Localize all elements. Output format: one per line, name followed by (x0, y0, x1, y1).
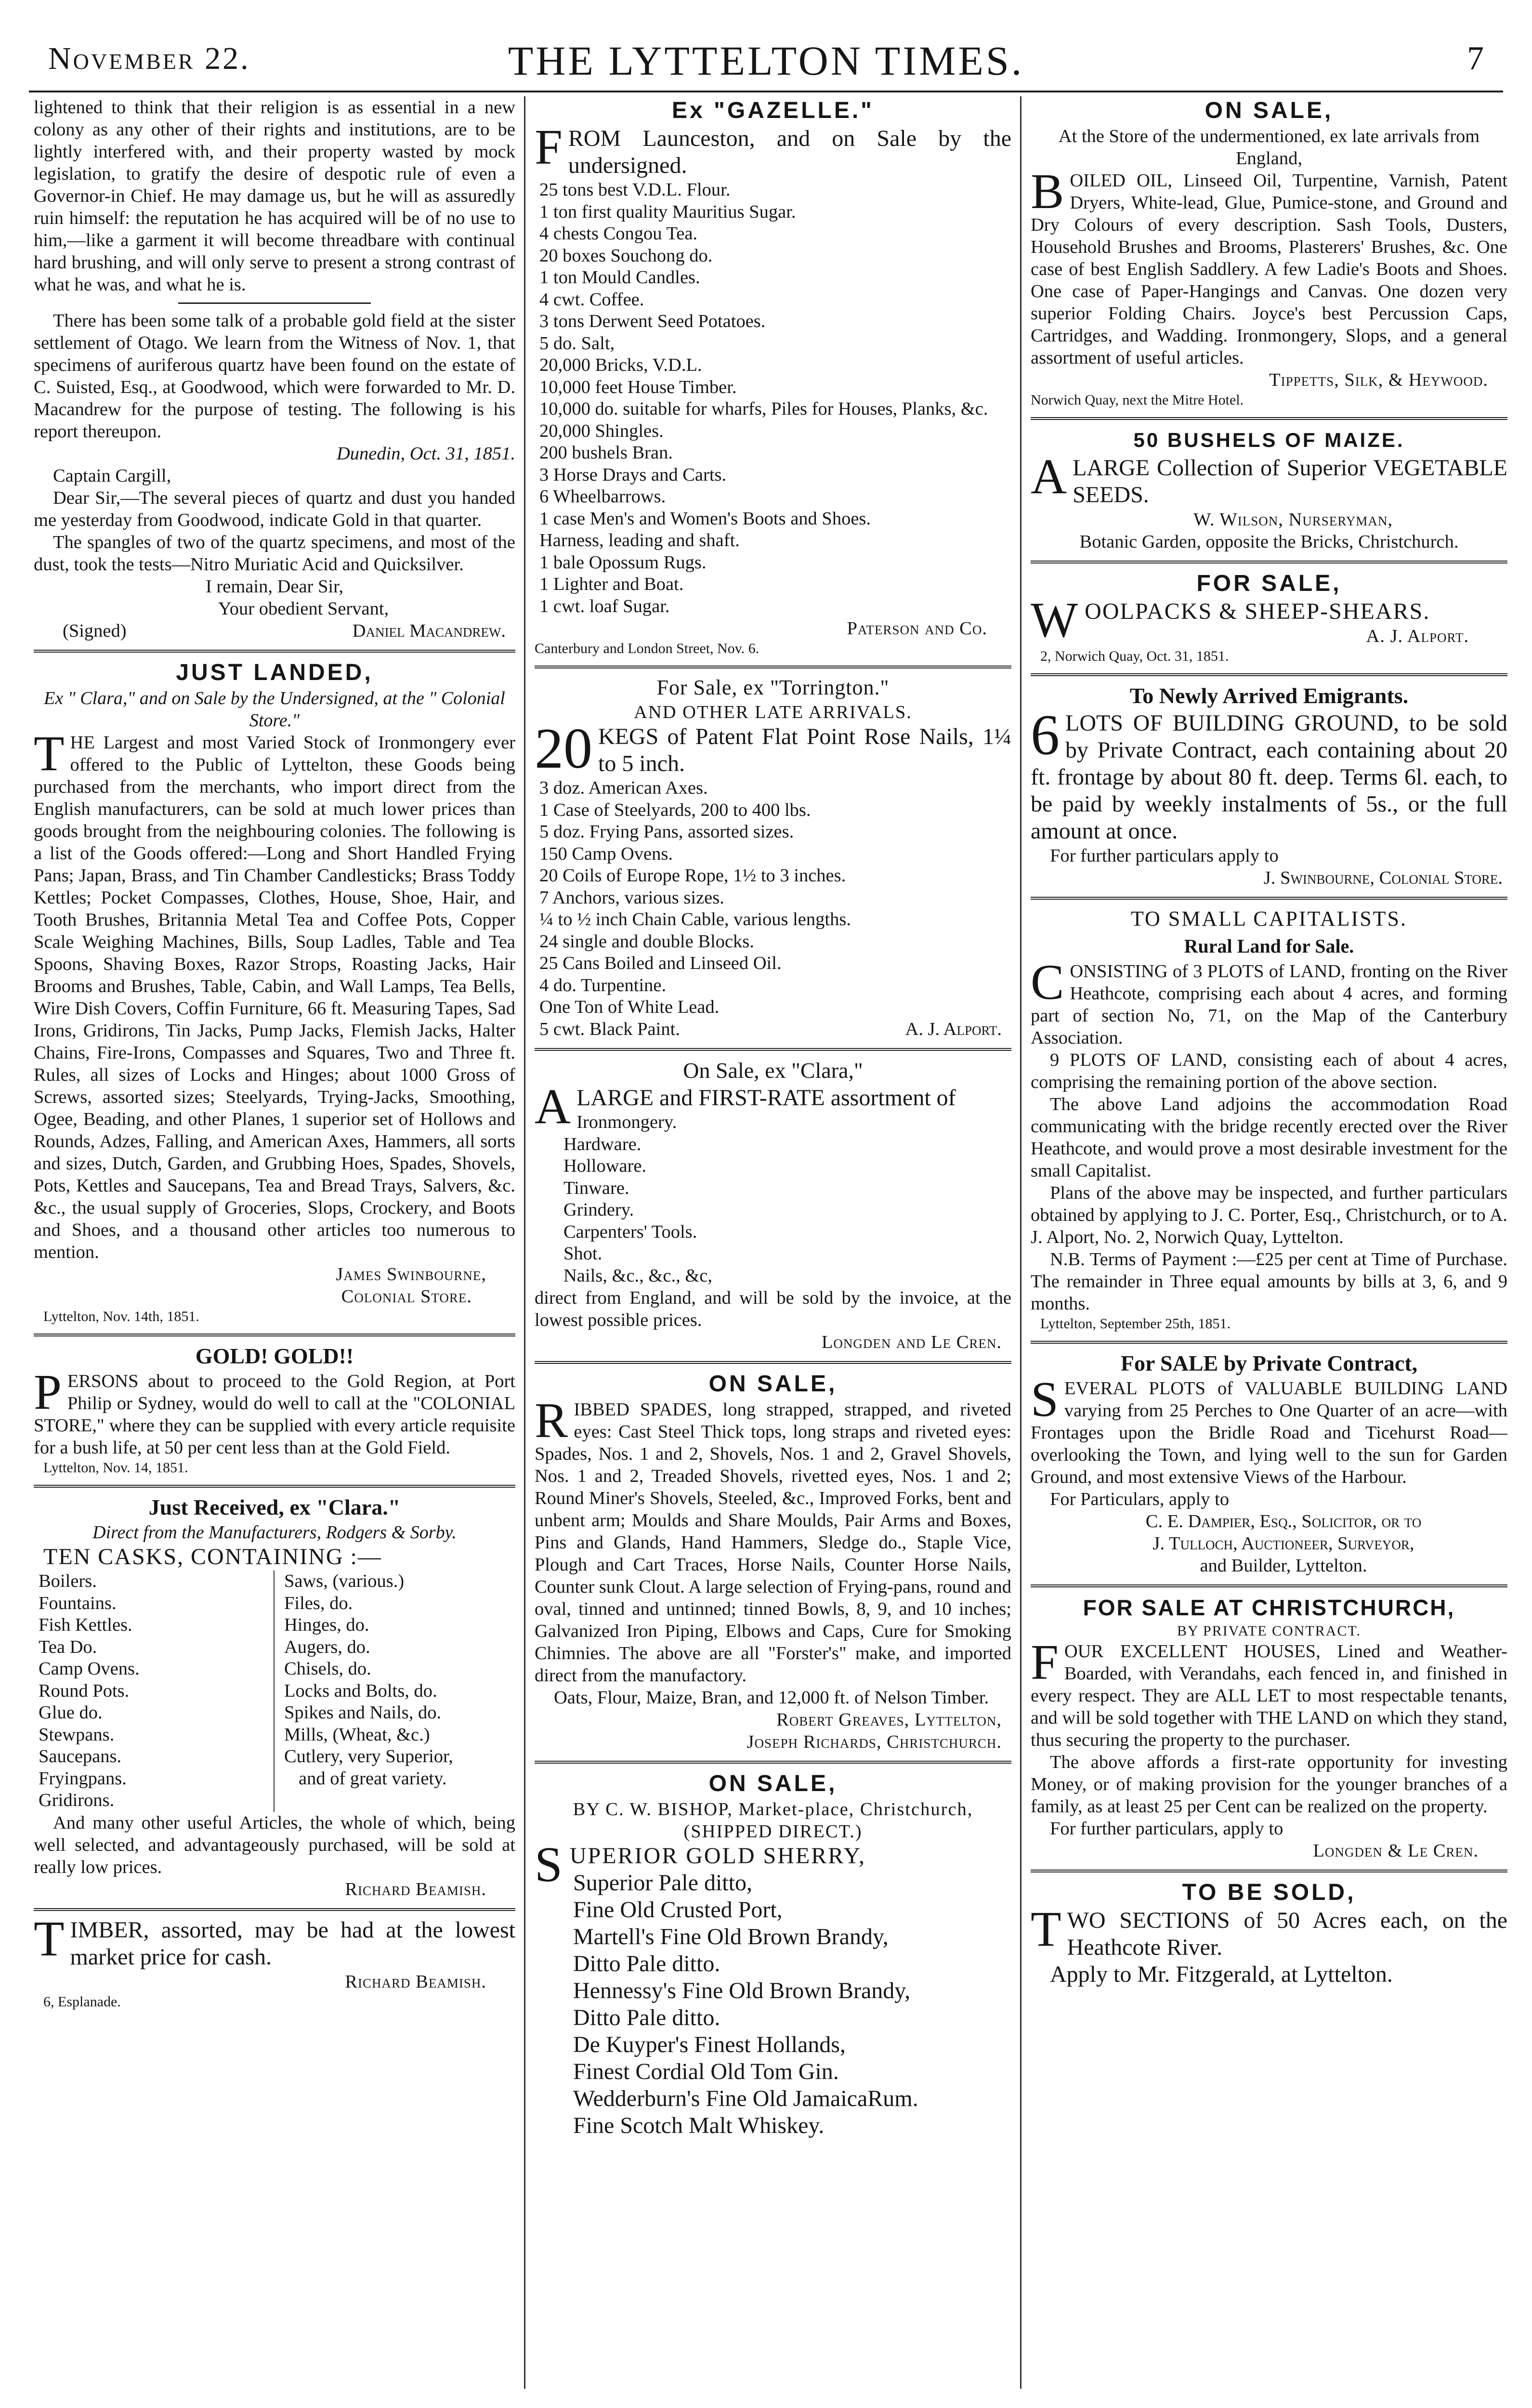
goods-list-right (275, 1570, 515, 1812)
list-item-with-signature (535, 1019, 1011, 1041)
ad-signature: James Swinbourne, (336, 1264, 486, 1284)
list-item: and of great variety. (299, 1768, 447, 1789)
list-item: Shot. (563, 1243, 602, 1264)
ad-address: 6, Esplanade. (43, 1993, 121, 2010)
drop-cap: P (34, 1364, 62, 1420)
list-item: 24 single and double Blocks. (539, 931, 754, 952)
list-item: Grindery. (563, 1200, 634, 1220)
list-item: 3 tons Derwent Seed Potatoes. (539, 311, 766, 331)
list-item: 1 Case of Steelyards, 200 to 400 lbs. (539, 799, 811, 820)
newspaper-page (29, 34, 1507, 2394)
ad-subheading: Ex " Clara," and on Sale by the Undersigned, at the " Colonial Store." (44, 688, 505, 731)
list-item: Stewpans. (39, 1724, 115, 1745)
list-item: Holloware. (563, 1156, 647, 1176)
list-item: Cutlery, very Superior, (284, 1746, 453, 1767)
list-item: 1 case Men's and Women's Boots and Shoes. (539, 508, 871, 529)
ad-intro: FROM Launceston, and on Sale by the undersigned. (535, 119, 1011, 178)
divider (1031, 1870, 1507, 1872)
list-item: Locks and Bolts, do. (284, 1680, 437, 1701)
issue-date: November 22. (48, 41, 250, 76)
list-item: 10,000 do. suitable for wharfs, Piles for Houses, Planks, &c. (539, 399, 988, 419)
ad-heading: Ex "GAZELLE." (672, 98, 874, 123)
list-item: Harness, leading and shaft. (539, 530, 740, 550)
list-item: Saucepans. (39, 1746, 122, 1767)
drop-cap: A (535, 1079, 571, 1134)
ad-body: WOOLPACKS & SHEEP-SHEARS. (1031, 592, 1430, 648)
drop-cap: B (1031, 164, 1064, 219)
ad-heading: On Sale, ex "Clara," (683, 1058, 863, 1083)
list-item: 20 boxes Souchong do. (539, 245, 713, 266)
ad-lead: 20 KEGS of Patent Flat Point Rose Nails, 1¼ to 5 inch. (535, 716, 1011, 780)
ad-signature: Richard Beamish. (345, 1879, 486, 1899)
ad-heading: TO BE SOLD, (1182, 1880, 1356, 1905)
ad-date: Lyttelton, Nov. 14th, 1851. (43, 1309, 199, 1324)
ad-footer: And many other useful Articles, the whole of which, being well selected, and advantageously purchased, will be sold at really low prices. (34, 1812, 515, 1877)
ad-heading: TO SMALL CAPITALISTS. (1130, 907, 1408, 930)
ad-signature: A. J. Alport. (1366, 626, 1469, 646)
drop-cap: T (34, 726, 65, 781)
list-item: Spikes and Nails, do. (284, 1702, 442, 1723)
divider (1031, 673, 1507, 676)
list-item: 1 cwt. loaf Sugar. (539, 596, 670, 616)
letter-paragraph: The spangles of two of the quartz specimens, and most of the dust, took the tests—Nitro Muriatic Acid and Quicksilver. (34, 532, 515, 575)
divider (535, 666, 1011, 668)
letter-closing: I remain, Dear Sir, (205, 576, 344, 597)
list-item: 1 bale Opossum Rugs. (539, 552, 707, 573)
list-item: 20 Coils of Europe Rope, 1½ to 3 inches. (539, 865, 846, 886)
list-item: 1 ton first quality Mauritius Sugar. (539, 201, 796, 222)
list-item: Wedderburn's Fine Old JamaicaRum. (573, 2086, 918, 2111)
list-item: Finest Cordial Old Tom Gin. (573, 2059, 839, 2084)
goods-list (34, 1570, 515, 1812)
list-item: Ditto Pale ditto. (573, 2005, 720, 2030)
list-item: Tea Do. (39, 1636, 97, 1657)
list-item: 6 Wheelbarrows. (539, 486, 666, 507)
drop-cap: F (535, 119, 563, 175)
ad-signature: J. Swinbourne, Colonial Store. (1263, 868, 1503, 888)
list-item: ¼ to ½ inch Chain Cable, various lengths. (539, 909, 851, 929)
ad-heading: For SALE by Private Contract, (1120, 1351, 1418, 1375)
list-item: 5 do. Salt, (539, 333, 615, 353)
list-item: De Kuyper's Finest Hollands, (573, 2032, 846, 2057)
ad-body: PERSONS about to proceed to the Gold Region, at Port Philip or Sydney, would do well to call at the "COLONIAL STORE," where they can be supplied with every article requisite for a bush life, at 50 per cent less than at the Gold Field. (34, 1364, 515, 1458)
ad-signature: C. E. Dampier, Esq., Solicitor, or to (1145, 1511, 1422, 1531)
ad-signature: and Builder, Lyttelton. (1200, 1556, 1367, 1576)
ad-signature: Longden and Le Cren. (821, 1332, 1002, 1352)
letter-paragraph: Dear Sir,—The several pieces of quartz and dust you handed me yesterday from Goodwood, indicate Gold in that quarter. (34, 488, 515, 530)
divider (34, 650, 515, 653)
ad-signature: J. Tulloch, Auctioneer, Surveyor, (1152, 1533, 1414, 1554)
drop-cap: F (1031, 1635, 1059, 1690)
list-item: One Ton of White Lead. (539, 997, 720, 1017)
ad-signature: Paterson and Co. (847, 618, 987, 639)
ad-body: THE Largest and most Varied Stock of Ironmongery ever offered to the Public of Lyttelton, these Goods being purchased from the merchants, who import direct from the English manufacturers, can be sold at much lower prices than goods brought from the neighbouring colonies. The following is a list of the Goods offered:—Long and Short Handled Frying Pans; Japan, Brass, and Tin Chamber Candlesticks; Brass Toddy Kettles; Pocket Compasses, Clothes, House, Shoe, Hair, and Tooth Brushes, Britannia Metal Tea and Coffee Pots, Copper Scale Weighing Machines, Bills, Soup Ladles, Table and Tea Spoons, Shaving Boxes, Razor Strops, Roasting Jacks, Hair Brooms and Brushes, Table, Cabin, and Wall Lamps, Tea Bells, Wire Dish Covers, Coffin Furniture, 66 ft. Measuring Tapes, Sad Irons, Gridirons, Tin Jacks, Pump Jacks, Flemish Jacks, Halter Chains, Fire-Irons, Compasses and Squares, Two and Three ft. Rules, all sizes of Locks and Hinges; about 1000 Gross of Screws, assorted sizes; Steelyards, Trying-Jacks, Smoothing, Ogee, Beading, and other Planes, 1 superior set of Hollows and Rounds, Adzes, Falling, and American Axes, Hammers, all sorts and sizes, Dutch, Garden, and Grubbing Hoes, Spades, Shovels, Pots, Kettles and Saucepans, Tea and Bread Trays, Salvers, &c. &c., the usual supply of Groceries, Slops, Crockery, and Boots and Shoes, and a thousand other articles too numerous to mention. (34, 726, 515, 1262)
list-item: 4 do. Turpentine. (539, 975, 667, 995)
column-1 (34, 96, 515, 2389)
gold-field-news: There has been some talk of a probable gold field at the sister settlement of Otago. We learn from the Witness of Nov. 1, that specimens of auriferous quartz have been found on the estate of C. Suisted, Esq., at Goodwood, which were forwarded to Mr. D. Macandrew for the purpose of testing. The following is his report thereupon. (34, 311, 515, 442)
ad-heading: ON SALE, (708, 1371, 838, 1397)
list-item: 20,000 Bricks, V.D.L. (539, 355, 702, 375)
list-item: Gridirons. (39, 1790, 115, 1810)
drop-cap: A (1031, 449, 1067, 504)
list-item: Hardware. (563, 1134, 642, 1154)
ad-heading: 50 BUSHELS OF MAIZE. (1133, 429, 1405, 451)
divider (34, 1485, 515, 1488)
ad-body: ALARGE Collection of Superior VEGETABLE SEEDS. (1031, 449, 1507, 508)
newspaper-title: THE LYTTELTON TIMES. (508, 38, 1024, 84)
list-item: Fountains. (39, 1593, 117, 1613)
ad-footer: direct from England, and will be sold by the invoice, at the lowest possible prices. (535, 1288, 1011, 1330)
drop-cap: W (1031, 592, 1079, 648)
signed-label: (Signed) (63, 621, 127, 641)
divider (1031, 417, 1507, 420)
goods-list-left (34, 1570, 275, 1812)
ad-body: 6 LOTS OF BUILDING GROUND, to be sold by Private Contract, each containing about 20 ft. frontage by about 80 ft. deep. Terms 6l. each, to be paid by weekly instalments of 5s., or the full amount at once. (1031, 703, 1507, 844)
column-rule (524, 96, 525, 2389)
list-item: 200 bushels Bran. (539, 443, 673, 463)
ad-heading: FOR SALE AT CHRISTCHURCH, (1083, 1595, 1455, 1620)
ad-heading: FOR SALE, (1196, 571, 1342, 596)
ad-paragraph: The above Land adjoins the accommodation Road communicating with the bridge recently erected over the River Heathcote, and would prove a most desirable investment for the small Capitalist. (1031, 1094, 1507, 1181)
ad-paragraph: For Particulars, apply to (1050, 1489, 1230, 1509)
divider (34, 1334, 515, 1336)
divider (1031, 1584, 1507, 1587)
divider (1031, 1341, 1507, 1344)
list-item: 25 Cans Boiled and Linseed Oil. (539, 953, 782, 973)
casks-heading: TEN CASKS, CONTAINING :— (43, 1544, 382, 1570)
list-item: 7 Anchors, various sizes. (539, 887, 724, 908)
ad-signature: Colonial Store. (341, 1286, 472, 1307)
divider (34, 1908, 515, 1911)
ad-signature: Richard Beamish. (345, 1971, 486, 1992)
column-3 (1031, 96, 1507, 2389)
ad-paragraph: Plans of the above may be inspected, and further particulars obtained by applying to J. C. Porter, Esq., Christchurch, or to A. J. Alport, No. 2, Norwich Quay, Lyttelton. (1031, 1183, 1507, 1247)
ad-date: 2, Norwich Quay, Oct. 31, 1851. (1040, 648, 1229, 664)
ad-paragraph: Oats, Flour, Maize, Bran, and 12,000 ft. of Nelson Timber. (554, 1688, 989, 1708)
ad-date: Lyttelton, September 25th, 1851. (1040, 1316, 1231, 1332)
ad-address: Norwich Quay, next the Mitre Hotel. (1031, 392, 1244, 408)
list-item: Fryingpans. (39, 1768, 127, 1789)
list-item: Round Pots. (39, 1680, 130, 1701)
list-item: Fine Old Crusted Port, (573, 1897, 783, 1923)
divider (535, 1048, 1011, 1051)
ad-heading: ON SALE, (1205, 98, 1334, 123)
ad-body: TIMBER, assorted, may be had at the lowest market price for cash. (34, 1911, 515, 1970)
list-item: Fish Kettles. (39, 1615, 132, 1635)
list-item: Tinware. (563, 1178, 629, 1198)
column-2 (535, 96, 1011, 2389)
letter-closing: Your obedient Servant, (218, 599, 389, 619)
letter-salutation: Captain Cargill, (53, 466, 171, 486)
ad-paragraph: For further particulars apply to (1050, 846, 1279, 866)
list-item: Nails, &c., &c., &c, (563, 1265, 712, 1286)
ad-subheading: Direct from the Manufacturers, Rodgers & Sorby. (92, 1522, 457, 1543)
list-item: Ironmongery. (576, 1112, 677, 1132)
drop-number: 6 (1031, 703, 1060, 767)
ad-body: BOILED OIL, Linseed Oil, Turpentine, Varnish, Patent Dryers, White-lead, Glue, Pumice-stone, and Ground and Dry Colours of every description. Sash Tools, Dusters, Household Brushes and Brooms, Plasterers' Brushes, &c. One case of best English Saddlery. A few Ladie's Boots and Shoes. One case of Paper-Hangings and Canvas. One dozen very superior Folding Chairs. Joyce's best Percussion Caps, Cartridges, and Wadding. Ironmongery, Slops, and a general assortment of useful articles. (1031, 164, 1507, 368)
ad-subheading: (SHIPPED DIRECT.) (683, 1821, 863, 1842)
ad-paragraph: The above affords a first-rate opportunity for investing Money, or of making provision for the younger branches of a family, as at least 25 per Cent can be realized on the property. (1031, 1752, 1507, 1817)
list-item: Saws, (various.) (284, 1571, 405, 1591)
ad-heading: Just Received, ex "Clara." (148, 1495, 401, 1519)
list-item: 10,000 feet House Timber. (539, 377, 737, 397)
ad-body: CONSISTING of 3 PLOTS of LAND, fronting on the River Heathcote, comprising each about 4 acres, and forming part of section No, 71, on the Map of the Canterbury Association. (1031, 955, 1507, 1048)
list-item: 5 cwt. Black Paint. (539, 1019, 680, 1039)
list-item: 3 doz. American Axes. (539, 778, 708, 798)
ad-subheading: AND OTHER LATE ARRIVALS. (634, 702, 912, 722)
divider (178, 302, 371, 304)
list-item: 3 Horse Drays and Carts. (539, 464, 727, 485)
ad-body: RIBBED SPADES, long strapped, strapped, and riveted eyes: Cast Steel Thick tops, long straps and riveted eyes: Spades, Nos. 1 and 2, Shovels, Nos. 1 and 2, Gravel Shovels, Nos. 1 and 2, Treaded Shovels, rivetted eyes, Nos. 1 and 2; Round Miner's Shovels, Steeled, &c., Improved Forks, bent and unbent arm; Moulds and Share Moulds, Pair Arms and Boxes, Pins and Glands, Hand Hammers, Sledge do., Staple Vice, Plough and Cart Traces, Horse Nails, Counter Horse Nails, Counter sunk Clout. A large selection of Frying-pans, round and oval, tinned and untinned; tinned Bowls, 8, 9, and 10 inches; Galvanized Iron Piping, Elbows and Caps, Cure for Smoking Chimnies. The above are all "Forster's" make, and imported direct from the manufactory. (535, 1393, 1011, 1686)
ad-intro: At the Store of the undermentioned, ex late arrivals from England, (1058, 126, 1480, 169)
column-rule (1020, 96, 1021, 2389)
ad-lead: SUPERIOR GOLD SHERRY, (535, 1837, 866, 1892)
ad-paragraph: For further particulars, apply to (1050, 1819, 1283, 1839)
ad-address: Canterbury and London Street, Nov. 6. (535, 641, 759, 656)
list-item: Augers, do. (284, 1636, 370, 1657)
list-item: Superior Pale ditto, (573, 1870, 752, 1896)
drop-cap: R (535, 1393, 568, 1448)
ad-paragraph: N.B. Terms of Payment :—£25 per cent at Time of Purchase. The remainder in Three equal amounts by bills at 3, 6, and 9 months. (1031, 1249, 1507, 1314)
ad-subheading: Rural Land for Sale. (1184, 935, 1354, 957)
ad-signature: Robert Greaves, Lyttelton, (776, 1710, 1002, 1730)
ad-address: Botanic Garden, opposite the Bricks, Christchurch. (1079, 532, 1459, 552)
list-item: 25 tons best V.D.L. Flour. (539, 180, 731, 200)
divider (1031, 561, 1507, 563)
ad-heading: GOLD! GOLD!! (195, 1344, 354, 1368)
list-item: Camp Ovens. (39, 1659, 140, 1679)
list-item: Fine Scotch Malt Whiskey. (573, 2113, 825, 2138)
list-item: Martell's Fine Old Brown Brandy, (573, 1924, 889, 1950)
page-number: 7 (1467, 40, 1484, 77)
list-item: Hinges, do. (284, 1615, 369, 1635)
drop-cap: T (34, 1911, 65, 1966)
list-item: Glue do. (39, 1702, 103, 1723)
ad-date: Lyttelton, Nov. 14, 1851. (43, 1460, 188, 1476)
divider (1031, 897, 1507, 900)
list-item: Mills, (Wheat, &c.) (284, 1724, 430, 1745)
ad-signature: Longden & Le Cren. (1313, 1841, 1479, 1861)
masthead (29, 34, 1503, 92)
ad-heading: ON SALE, (708, 1771, 838, 1796)
list-item: Files, do. (284, 1593, 353, 1613)
list-item: Boilers. (39, 1571, 97, 1591)
signatory: Daniel Macandrew. (352, 621, 506, 641)
list-item: 1 Lighter and Boat. (539, 574, 684, 594)
list-item: Carpenters' Tools. (563, 1221, 697, 1242)
ad-signature: A. J. Alport. (905, 1019, 1002, 1039)
list-item: 5 doz. Frying Pans, assorted sizes. (539, 822, 794, 842)
ad-heading: For Sale, ex "Torrington." (656, 676, 890, 699)
drop-cap: S (535, 1837, 564, 1892)
ad-heading: JUST LANDED, (176, 660, 373, 685)
letter-date: Dunedin, Oct. 31, 1851. (336, 444, 515, 464)
list-item: Chisels, do. (284, 1659, 371, 1679)
drop-cap: T (1031, 1901, 1061, 1957)
letter-signature (34, 620, 515, 642)
drop-cap: C (1031, 955, 1064, 1010)
list-item: 150 Camp Ovens. (539, 843, 673, 864)
ad-paragraph: Apply to Mr. Fitzgerald, at Lyttelton. (1050, 1962, 1393, 1987)
divider (535, 1761, 1011, 1764)
list-item: 1 ton Mould Candles. (539, 267, 700, 288)
ad-body: TWO SECTIONS of 50 Acres each, on the Heathcote River. (1031, 1901, 1507, 1960)
ad-signature: W. Wilson, Nurseryman, (1193, 510, 1393, 530)
ad-paragraph: 9 PLOTS OF LAND, consisting each of about 4 acres, comprising the remaining portion of the above section. (1031, 1050, 1507, 1092)
list-item: Hennessy's Fine Old Brown Brandy, (573, 1978, 911, 2003)
ad-subheading: BY PRIVATE CONTRACT. (1177, 1623, 1361, 1639)
divider (535, 1361, 1011, 1364)
ad-body: FOUR EXCELLENT HOUSES, Lined and Weather-Boarded, with Verandahs, each fenced in, and finished in every respect. They are ALL LET to most respectable tenants, and will be sold together with THE LAND on which they stand, thus securing the property to the purchaser. (1031, 1635, 1507, 1750)
list-item: 4 cwt. Coffee. (539, 289, 644, 310)
list-item: Ditto Pale ditto. (573, 1951, 720, 1976)
drop-number: 20 (535, 716, 592, 780)
leader-text: lightened to think that their religion is as essential in a new colony as any other of their rights and institutions, are to be lightly interfered with, and their property wasted by mock legislation, to gratify the desire of despotic rule of even a Governor-in Chief. He may damage us, but he will as assuredly ruin himself: the reputation he has acquired will be of no use to him,—like a garment it will become threadbare with continual hard brushing, and will only serve to present a strong contrast of what he was, and what he is. (34, 97, 515, 295)
ad-signature: Tippetts, Silk, & Heywood. (1269, 370, 1488, 390)
ad-seller: BY C. W. BISHOP, Market-place, Christchurch, (573, 1799, 973, 1819)
drop-cap: S (1031, 1372, 1059, 1427)
ad-heading: To Newly Arrived Emigrants. (1129, 683, 1409, 708)
ad-signature: Joseph Richards, Christchurch. (746, 1732, 1002, 1752)
list-item: 20,000 Shingles. (539, 420, 664, 441)
ad-intro: ALARGE and FIRST-RATE assortment of (535, 1079, 956, 1134)
ad-body: SEVERAL PLOTS of VALUABLE BUILDING LAND varying from 25 Perches to One Quarter of an acre—with Frontages upon the Bridle Road and Ticehurst Road—overlooking the Town, and lying well to the sun for Garden Ground, and most extensive Views of the Harbour. (1031, 1372, 1507, 1487)
list-item: 4 chests Congou Tea. (539, 223, 698, 244)
